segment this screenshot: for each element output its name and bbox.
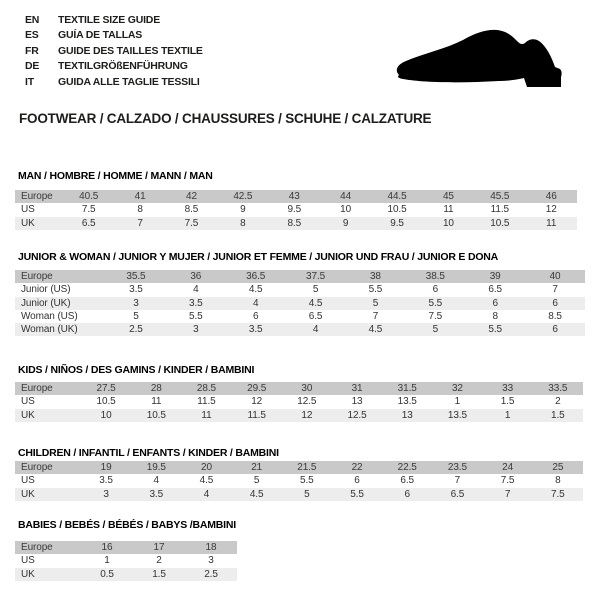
size-cell: 3 [193,324,199,336]
table-row [15,323,585,336]
size-cell: 4 [203,488,210,500]
size-cell: 45 [442,191,454,203]
size-cell: 11.5 [490,204,509,216]
size-cell: 7.5 [551,488,565,500]
size-cell: 6 [552,324,558,336]
size-cell: 6 [492,297,498,309]
size-cell: 1.5 [551,409,565,421]
table-row [15,409,583,422]
size-cell: 11 [151,396,162,408]
language-title: GUIDE DES TAILLES TEXTILE [58,44,203,57]
size-cell: 18 [205,542,217,554]
size-cell: 2 [555,396,561,408]
size-cell: 10.5 [387,204,407,216]
size-cell: 29.5 [247,383,267,395]
size-cell: 6.5 [450,488,465,500]
size-cell: 6 [432,284,439,296]
size-cell: 3.5 [189,297,203,309]
size-cell: 1.5 [500,396,515,408]
size-cell: 3 [133,297,139,309]
size-cell: 6 [552,297,558,309]
size-cell: 31 [351,383,363,395]
size-cell: 5.5 [428,297,443,309]
table-row [15,488,583,501]
size-cell: 3 [208,555,214,567]
size-cell: 9 [240,204,246,216]
size-cell: 12 [301,409,313,421]
size-cell: 13 [401,409,413,421]
size-cell: 41 [134,191,146,203]
size-cell: 6.5 [400,475,415,487]
size-cell: 7.5 [428,311,443,323]
size-cell: 13.5 [447,409,467,421]
table-row [15,461,583,474]
size-cell: 4.5 [249,488,264,500]
table-row [15,554,237,567]
size-cell: 2.5 [204,568,218,580]
size-cell: 21 [251,462,263,474]
language-code: ES [25,29,39,42]
language-row [25,44,203,59]
size-cell: 6 [252,311,259,323]
size-cell: 7 [137,217,143,229]
size-cell: 7.5 [184,217,199,229]
language-title: TEXTILGRÖßENFÜHRUNG [58,60,188,73]
row-label: Europe [21,462,53,474]
size-table-children [15,461,583,501]
row-label: Europe [21,383,53,395]
row-label: UK [21,217,35,229]
size-cell: 2.5 [129,324,143,336]
size-cell: 23.5 [447,462,467,474]
size-cell: 3.5 [99,475,113,487]
table-row [15,310,585,323]
size-cell: 1.5 [152,568,166,580]
size-cell: 12.5 [347,409,367,421]
size-cell: 7.5 [500,475,515,487]
size-cell: 43 [288,191,300,203]
size-cell: 19.5 [146,462,166,474]
row-label: US [21,555,35,567]
table-row [15,283,585,296]
row-label: UK [21,488,35,500]
table-row [15,474,583,487]
table-title: JUNIOR & WOMAN / JUNIOR Y MUJER / JUNIOR ET FEMME / JUNIOR UND FRAU / JUNIOR E DONA [18,251,499,263]
size-cell: 3.5 [248,324,263,336]
size-cell: 0.5 [100,568,114,580]
size-cell: 31.5 [397,383,417,395]
size-cell: 4.5 [308,297,323,309]
size-cell: 33 [502,383,514,395]
size-table-section-junior-woman [15,251,585,336]
size-cell: 33.5 [548,383,568,395]
size-cell: 40 [549,271,561,283]
size-cell: 12 [251,396,263,408]
size-cell: 11 [443,204,454,216]
size-cell: 17 [153,542,165,554]
table-row [15,203,577,216]
row-label: US [21,204,35,216]
size-cell: 24 [502,462,514,474]
size-cell: 4 [252,297,259,309]
language-title: TEXTILE SIZE GUIDE [58,14,160,26]
size-cell: 16 [101,542,113,554]
size-cell: 21.5 [297,462,317,474]
size-cell: 7 [372,311,379,323]
size-cell: 36 [190,271,202,283]
size-table-junior-woman [15,270,585,336]
size-cell: 3.5 [149,488,164,500]
language-row [25,13,203,28]
row-label: Woman (UK) [21,324,78,336]
row-label: UK [21,409,35,421]
size-cell: 11.5 [197,396,216,408]
language-code: EN [25,14,40,26]
size-cell: 8.5 [287,217,302,229]
row-label: Junior (US) [21,284,71,296]
size-cell: 6 [354,475,360,487]
table-title: CHILDREN / INFANTIL / ENFANTS / KINDER / BAMBINI [18,447,279,459]
language-code: DE [25,60,40,73]
size-cell: 28 [150,383,162,395]
size-cell: 42.5 [233,191,253,203]
size-cell: 5 [312,284,319,296]
language-title: GUÍA DE TALLAS [58,29,143,42]
row-label: UK [21,568,35,580]
size-cell: 4 [193,284,199,296]
size-cell: 8.5 [184,204,199,216]
row-label: Europe [21,191,53,203]
size-table-section-kids [15,364,583,422]
size-cell: 10 [100,409,112,421]
size-cell: 5 [253,475,260,487]
size-cell: 3 [103,488,109,500]
size-cell: 25 [552,462,564,474]
language-row [25,59,203,74]
size-cell: 38 [369,271,381,283]
size-cell: 4.5 [248,284,263,296]
size-cell: 37.5 [306,271,326,283]
size-cell: 4.5 [368,324,383,336]
table-row [15,395,583,408]
size-cell: 40.5 [79,191,99,203]
size-table-man [15,190,577,230]
size-cell: 4 [312,324,319,336]
size-cell: 5 [133,311,139,323]
size-cell: 7 [454,475,461,487]
size-table-section-children [15,447,583,501]
size-cell: 7.5 [81,204,96,216]
size-cell: 10 [340,204,352,216]
size-cell: 36.5 [246,271,266,283]
size-cell: 19 [100,462,112,474]
size-cell: 1 [454,396,461,408]
size-cell: 5 [372,297,379,309]
size-cell: 7 [504,488,511,500]
size-cell: 4.5 [199,475,214,487]
size-cell: 13.5 [397,396,417,408]
size-table-section-babies [15,519,237,581]
table-title: BABIES / BEBÉS / BÉBÉS / BABYS /BAMBINI [18,519,236,531]
size-table-kids [15,382,583,422]
size-cell: 27.5 [96,383,116,395]
size-cell: 46 [545,191,557,203]
size-cell: 8 [240,217,246,229]
size-cell: 2 [156,555,162,567]
size-cell: 28.5 [196,383,216,395]
size-cell: 10.5 [146,409,166,421]
size-cell: 42 [186,191,197,203]
table-row [15,190,577,203]
size-cell: 9.5 [287,204,302,216]
size-cell: 1 [504,409,511,421]
size-cell: 12.5 [297,396,317,408]
size-cell: 9 [342,217,349,229]
shoe-icon [393,26,581,96]
size-cell: 30 [301,383,313,395]
size-cell: 8.5 [548,311,562,323]
row-label: US [21,396,35,408]
size-cell: 6.5 [81,217,96,229]
size-table-section-man [15,170,577,230]
size-cell: 4 [153,475,160,487]
size-cell: 9.5 [390,217,404,229]
size-cell: 32 [451,383,463,395]
table-row [15,568,237,581]
size-cell: 13 [351,396,363,408]
size-cell: 5.5 [368,284,383,296]
size-cell: 8 [137,204,143,216]
language-title: GUIDA ALLE TAGLIE TESSILI [58,75,200,88]
size-cell: 10.5 [96,396,116,408]
row-label: Woman (US) [21,311,78,323]
table-title: MAN / HOMBRE / HOMME / MANN / MAN [18,170,213,182]
size-cell: 39 [489,271,501,283]
row-label: Europe [21,271,53,283]
size-cell: 22 [351,462,363,474]
language-code: FR [25,44,39,57]
language-row [25,75,203,90]
size-cell: 5.5 [189,311,203,323]
size-cell: 7 [552,284,558,296]
size-cell: 3.5 [129,284,143,296]
size-cell: 6.5 [488,284,502,296]
table-row [15,541,237,554]
table-title: KIDS / NIÑOS / DES GAMINS / KINDER / BAMBINI [18,364,255,376]
size-cell: 5 [432,324,439,336]
table-row [15,270,585,283]
size-cell: 38.5 [425,271,445,283]
size-cell: 6.5 [308,311,323,323]
size-cell: 5.5 [488,324,502,336]
table-row [15,297,585,310]
size-cell: 1 [104,555,110,567]
size-cell: 35.5 [126,271,146,283]
size-cell: 6 [404,488,410,500]
row-label: Junior (UK) [21,297,71,309]
size-cell: 5 [304,488,310,500]
size-cell: 44.5 [387,191,407,203]
row-label: US [21,475,35,487]
table-row [15,217,577,230]
size-cell: 11 [201,409,212,421]
size-cell: 5.5 [350,488,364,500]
size-cell: 12 [545,204,557,216]
language-guide-list [25,13,203,90]
row-label: Europe [21,542,53,554]
size-cell: 20 [201,462,212,474]
size-cell: 10 [442,217,454,229]
language-row [25,28,203,43]
size-cell: 45.5 [490,191,510,203]
size-cell: 8 [492,311,498,323]
size-cell: 44 [340,191,352,203]
size-cell: 11 [546,217,557,229]
category-title: FOOTWEAR / CALZADO / CHAUSSURES / SCHUHE / CALZATURE [19,111,432,126]
size-table-babies [15,541,237,581]
size-cell: 22.5 [397,462,417,474]
size-cell: 10.5 [490,217,510,229]
language-code: IT [25,75,34,88]
size-cell: 5.5 [300,475,314,487]
table-row [15,382,583,395]
size-cell: 8 [555,475,561,487]
size-cell: 11.5 [247,409,266,421]
